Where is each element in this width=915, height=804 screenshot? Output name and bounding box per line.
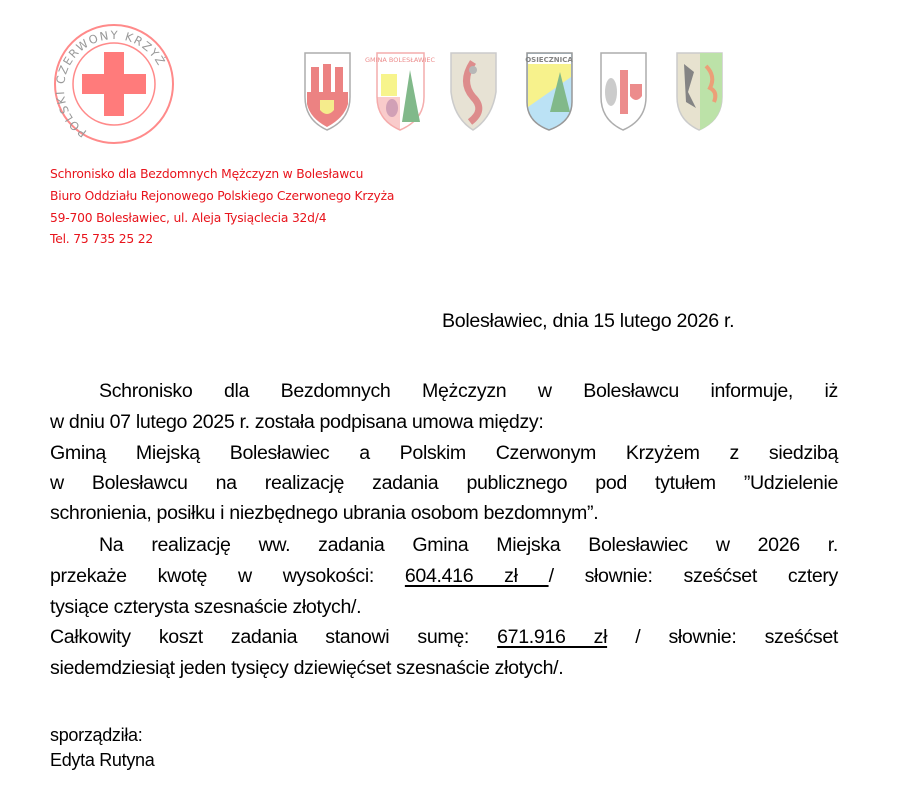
- total-label: Całkowity koszt zadania stanowi sumę:: [50, 626, 498, 648]
- total-words: / słownie: sześćset: [607, 626, 838, 648]
- date-line: Bolesławiec, dnia 15 lutego 2026 r.: [442, 310, 735, 332]
- total-amount: 671.916 zł: [497, 626, 608, 648]
- body-line-amount: [50, 563, 838, 589]
- signature-name: Edyta Rutyna: [50, 750, 155, 770]
- svg-text:GMINA BOLESŁAWIEC: GMINA BOLESŁAWIEC: [365, 56, 435, 64]
- org-name: Schronisko dla Bezdomnych Mężczyzn w Bolesławcu: [50, 167, 364, 181]
- coats-of-arms-row: [304, 52, 724, 132]
- polish-red-cross-logo: [52, 22, 176, 146]
- svg-text:OSIECZNICA: OSIECZNICA: [525, 56, 573, 64]
- body-line: siedemdziesiąt jeden tysięcy dziewięćset szesnaście złotych/.: [50, 657, 564, 679]
- boleslawiec-city-arms: [305, 53, 350, 130]
- body-line: tysiące czterysta szesnaście złotych/.: [50, 596, 362, 618]
- tower-arms: [601, 53, 646, 130]
- org-phone: Tel. 75 735 25 22: [50, 232, 153, 246]
- gmina-boleslawiec-arms: [365, 53, 435, 130]
- body-line-total: [50, 624, 838, 650]
- osiecznica-arms: [525, 53, 573, 130]
- body-line: w dniu 07 lutego 2025 r. została podpisana umowa między:: [50, 411, 544, 433]
- grant-amount: 604.416 zł: [404, 565, 549, 587]
- saint-arms: [451, 53, 496, 130]
- org-branch: Biuro Oddziału Rejonowego Polskiego Czerwonego Krzyża: [50, 189, 395, 203]
- signature-label: sporządziła:: [50, 725, 143, 745]
- eagle-arms: [677, 53, 722, 130]
- org-address: 59-700 Bolesławiec, ul. Aleja Tysiąclecia 32d/4: [50, 211, 327, 225]
- amount-words: / słownie: sześćset cztery: [548, 565, 838, 587]
- amount-label: przekaże kwotę w wysokości:: [50, 565, 405, 587]
- body-line: Schronisko dla Bezdomnych Mężczyzn w Bolesławcu informuje, iż: [99, 380, 838, 402]
- body-line: w Bolesławcu na realizację zadania publicznego pod tytułem ”Udzielenie: [50, 472, 838, 494]
- body-line: Na realizację ww. zadania Gmina Miejska Bolesławiec w 2026 r.: [99, 534, 838, 556]
- logo-text: POLSKI CZERWONY KRZYŻ: [52, 28, 169, 141]
- body-line: schronienia, posiłku i niezbędnego ubrania osobom bezdomnym”.: [50, 502, 599, 524]
- body-line: Gminą Miejską Bolesławiec a Polskim Czerwonym Krzyżem z siedzibą: [50, 442, 838, 464]
